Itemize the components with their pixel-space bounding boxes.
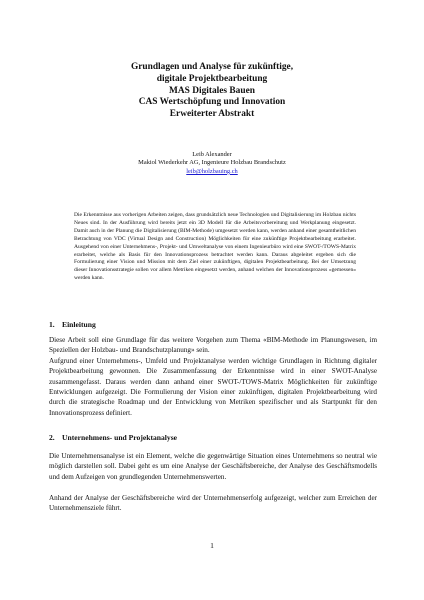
paragraph: Die Unternehmensanalyse ist ein Element, welche die gegenwärtige Situation eines Unternehmens so neutral wie möglich darstellen soll. Dabei geht es um eine Analyse der Geschäftsbereiche, der Analyse des Geschäftsmodells und dem Aufzeigen von grundlegenden Unternehmenswerten. [49, 452, 377, 481]
section-body-2 [49, 451, 377, 513]
author-affiliation: Makiol Wiederkehr AG, Ingenieure Holzbau Brandschutz [138, 159, 286, 167]
section-title: Einleitung [62, 320, 96, 329]
paragraph-gap [49, 482, 377, 492]
title-line: digitale Projektbearbeitung [156, 73, 268, 84]
author-name: Leib Alexander [192, 151, 232, 158]
section-number: 1. [49, 320, 55, 329]
author-block [0, 151, 424, 176]
paragraph: Diese Arbeit soll eine Grundlage für das weitere Vorgehen zum Thema «BIM-Methode im Planungswesen, im Speziellen der Holzbau- und Brandschutzplanung» sein. [49, 336, 377, 355]
section-title: Unternehmens- und Projektanalyse [62, 433, 178, 442]
title-line: Grundlagen und Analyse für zukünftige, [130, 62, 294, 72]
paragraph: Aufgrund einer Unternehmens-, Umfeld und Projektanalyse werden wichtige Grundlagen in Richtung digitaler Projektbearbeitung gewonnen. Die Zusammenfassung der Erkenntnisse wird in einer SWOT-Analyse zusammengefasst. Daraus werden dann anhand einer SWOT-/TOWS-Matrix Möglichkeiten für zukünftige Entwicklungen aufgezeigt. Die Formulierung der Vision einer zukünftigen, digitalen Projektbearbeitung wird durch die strategische Roadmap und der Entwicklung von Metriken spezifischer und als Startpunkt für den Innovationsprozess definiert. [49, 356, 377, 417]
title-line: CAS Wertschöpfung und Innovation [138, 97, 286, 108]
page-number: 1 [210, 541, 214, 550]
section-body-1 [49, 335, 377, 418]
paper-title [0, 62, 424, 121]
title-line: Erweiterter Abstrakt [169, 109, 255, 120]
section-number: 2. [49, 433, 55, 442]
author-email-link[interactable]: leib@holzbauing.ch [186, 167, 238, 175]
title-line: MAS Digitales Bauen [169, 85, 255, 96]
paragraph: Anhand der Analyse der Geschäftsbereiche wird der Unternehmenserfolg aufgezeigt, welcher zum Erreichen der Unternehmensziele führt. [49, 493, 377, 513]
abstract-text: Die Erkenntnisse aus vorherigen Arbeiten zeigen, dass grundsätzlich neue Technologien und Digitalisierung im Holzbau nichts Neues sind. In der Ausführung wird bereits jetzt ein 3D Modell für die Arbeitsvorbereitung und Werkplanung eingesetzt. Damit auch in der Planung die Digitalisierung (BIM-Methode) umgesetzt werden kann, werden anhand einer gesamtheitlichen Betrachtung von VDC (Virtual Design and Construction) Möglichkeiten für eine zukünftige Projektbearbeitung erarbeitet. Ausgehend von einer Unternehmens-, Projekt- und Umweltanalyse von einem Ingenieurbüro wird eine SWOT-/TOWS-Matrix erarbeitet, welche als Basis für den Innovationsprozess betrachtet werden kann. Daraus abgeleitet ergeben sich die Formulierung einer Vision und Mission mit dem Ziel einer zukünftigen, digitalen Projektbearbeitung. Bei der Umsetzung dieser Innovationsstrategie sollen vor allem Metriken eingesetzt werden, anhand welchen der Innovationsprozess «gemessen» werden kann. [74, 212, 356, 282]
section-heading-2 [49, 433, 177, 443]
section-heading-1 [49, 320, 96, 330]
